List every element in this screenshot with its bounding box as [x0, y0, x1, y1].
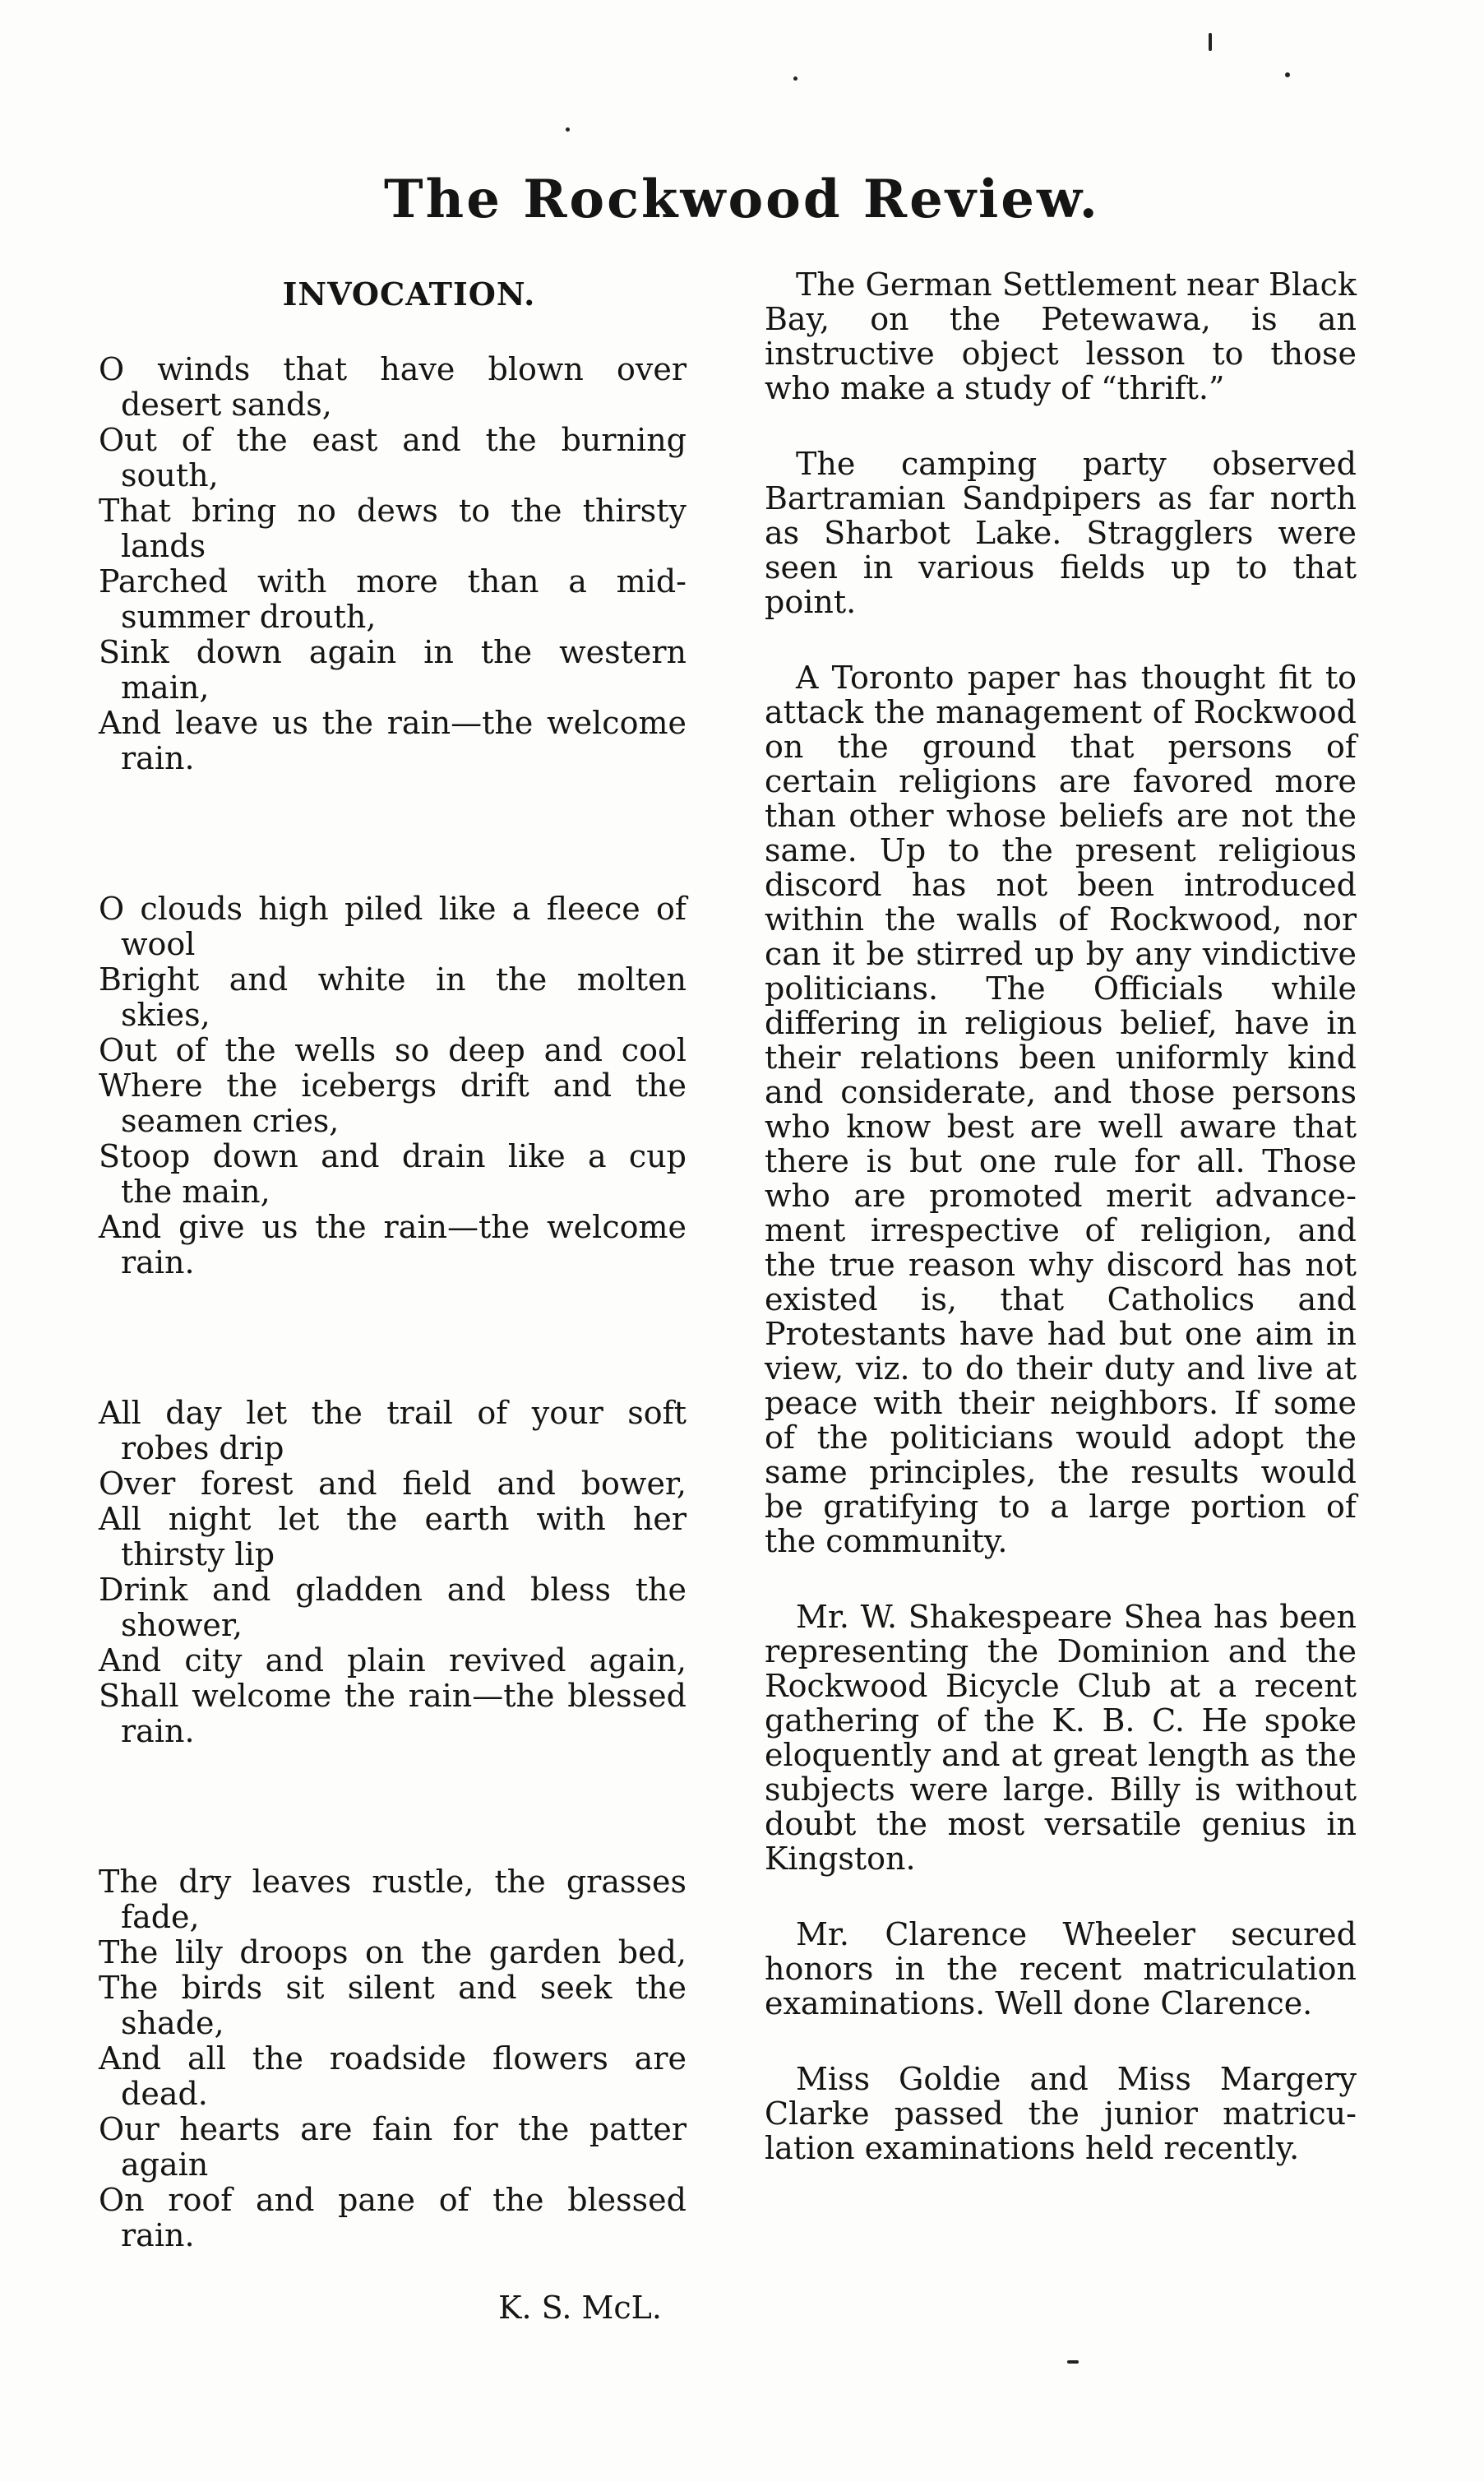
poem-line: rain.	[121, 1713, 195, 1749]
print-speck	[1285, 72, 1290, 77]
poem-line: And give us the rain—the welcome	[99, 1209, 687, 1245]
poem-line: seamen cries,	[121, 1103, 340, 1139]
poem-line: rain.	[121, 1244, 195, 1280]
news-paragraph-wheeler: Mr. Clarence Wheeler secured honors in the recent matriculation examinations. Well done Clarence.	[765, 1916, 1357, 2021]
poem-line: wool	[121, 926, 196, 962]
masthead-title: The Rockwood Review.	[384, 169, 1100, 230]
poem-stanza	[99, 891, 687, 1280]
poem-line: And all the roadside flowers are	[99, 2040, 687, 2077]
poem-line: The dry leaves rustle, the grasses	[99, 1864, 687, 1900]
print-speck	[1067, 2360, 1079, 2364]
news-paragraph-clarke: Miss Goldie and Miss Margery Clarke passed the junior matriculation examinations held recently.	[765, 2061, 1357, 2166]
poem-line: All night let the earth with her	[99, 1501, 687, 1537]
poem-stanza	[99, 352, 687, 776]
poem-line: shade,	[121, 2005, 224, 2041]
poem-line: Sink down again in the western	[99, 634, 687, 670]
poem-line: desert sands,	[121, 387, 332, 423]
poem-title: INVOCATION.	[282, 276, 536, 313]
poem-line: Parched with more than a mid-	[99, 563, 687, 600]
poem-line: rain.	[121, 2217, 195, 2253]
print-speck	[566, 127, 570, 132]
poem-line: That bring no dews to the thirsty	[99, 493, 687, 529]
poem-line: summer drouth,	[121, 599, 377, 635]
poem-column	[99, 267, 687, 2326]
poem-line: And city and plain revived again,	[99, 1642, 687, 1679]
poem-line: main,	[121, 669, 210, 706]
poem-line: Where the icebergs drift and the	[99, 1067, 687, 1104]
poem-line: Bright and white in the molten	[99, 961, 687, 998]
poem-line: Our hearts are fain for the patter	[99, 2111, 687, 2147]
poem-line: On roof and pane of the blessed	[99, 2182, 687, 2218]
news-paragraph-settlement: The German Settlement near Black Bay, on the Petewawa, is an instructive object lesson to those who make a study of “thrift.”	[765, 266, 1357, 406]
poem-line: Out of the east and the burning	[99, 422, 687, 458]
print-speck	[1209, 33, 1212, 51]
poem-line: again	[121, 2146, 209, 2183]
poem-line: And leave us the rain—the welcome	[99, 705, 687, 741]
poem-line: Stoop down and drain like a cup	[99, 1138, 687, 1174]
print-speck	[793, 76, 797, 81]
poem-stanza	[99, 1396, 687, 1749]
poem-line: skies,	[121, 997, 210, 1033]
poem-line: lands	[121, 528, 206, 564]
poem-author: K. S. McL.	[498, 2290, 662, 2326]
poem-line: dead.	[121, 2076, 208, 2112]
poem-line: Over forest and field and bower,	[99, 1466, 687, 1502]
poem-stanza	[99, 1864, 687, 2253]
poem-line: All day let the trail of your soft	[99, 1395, 687, 1431]
news-paragraph-bicycle-club: Mr. W. Shakespeare Shea has been representing the Dominion and the Rockwood Bicycle Club at a recent gathering of the K. B. C. He spoke eloquently and at great length as the subjects were large. Billy is without doubt the most versatile genius in Kingston.	[765, 1599, 1357, 1877]
poem-stanzas	[99, 352, 687, 2253]
news-paragraph-religion: A Toronto paper has thought fit to attack the management of Rockwood on the ground that persons of certain religions are favored more than other whose beliefs are not the same. Up to the present religious discord has not been introduced within the walls of Rockwood, nor can it be stirred up by any vindictive politicians. The Officials while differing in religious belief, have in their relations been uniformly kind and considerate, and those persons who know best are well aware that there is but one rule for all. Those who are promoted merit advancement irrespective of religion, and the true reason why discord has not existed is, that Catholics and Protestants have had but one aim in view, viz. to do their duty and live at peace with their neighbors. If some of the politicians would adopt the same principles, the results would be gratifying to a large portion of the community.	[765, 660, 1357, 1559]
poem-line: Out of the wells so deep and cool	[99, 1032, 687, 1068]
poem-line: O winds that have blown over	[99, 351, 687, 387]
poem-line: The birds sit silent and seek the	[99, 1970, 687, 2006]
poem-line: robes drip	[121, 1430, 284, 1466]
poem-line: the main,	[121, 1174, 270, 1210]
poem-line: south,	[121, 457, 219, 493]
poem-line: fade,	[121, 1899, 200, 1935]
poem-line: rain.	[121, 740, 195, 776]
poem-line: The lily droops on the garden bed,	[99, 1934, 687, 1970]
poem-line: Drink and gladden and bless the	[99, 1572, 687, 1608]
news-paragraph-sandpipers: The camping party observed Bartramian Sandpipers as far north as Sharbot Lake. Stragglers were seen in various fields up to that point.	[765, 446, 1357, 620]
news-column	[765, 267, 1357, 2206]
poem-line: thirsty lip	[121, 1536, 275, 1572]
poem-line: O clouds high piled like a fleece of	[99, 891, 687, 927]
poem-line: shower,	[121, 1607, 243, 1643]
poem-line: Shall welcome the rain—the blessed	[99, 1678, 687, 1714]
